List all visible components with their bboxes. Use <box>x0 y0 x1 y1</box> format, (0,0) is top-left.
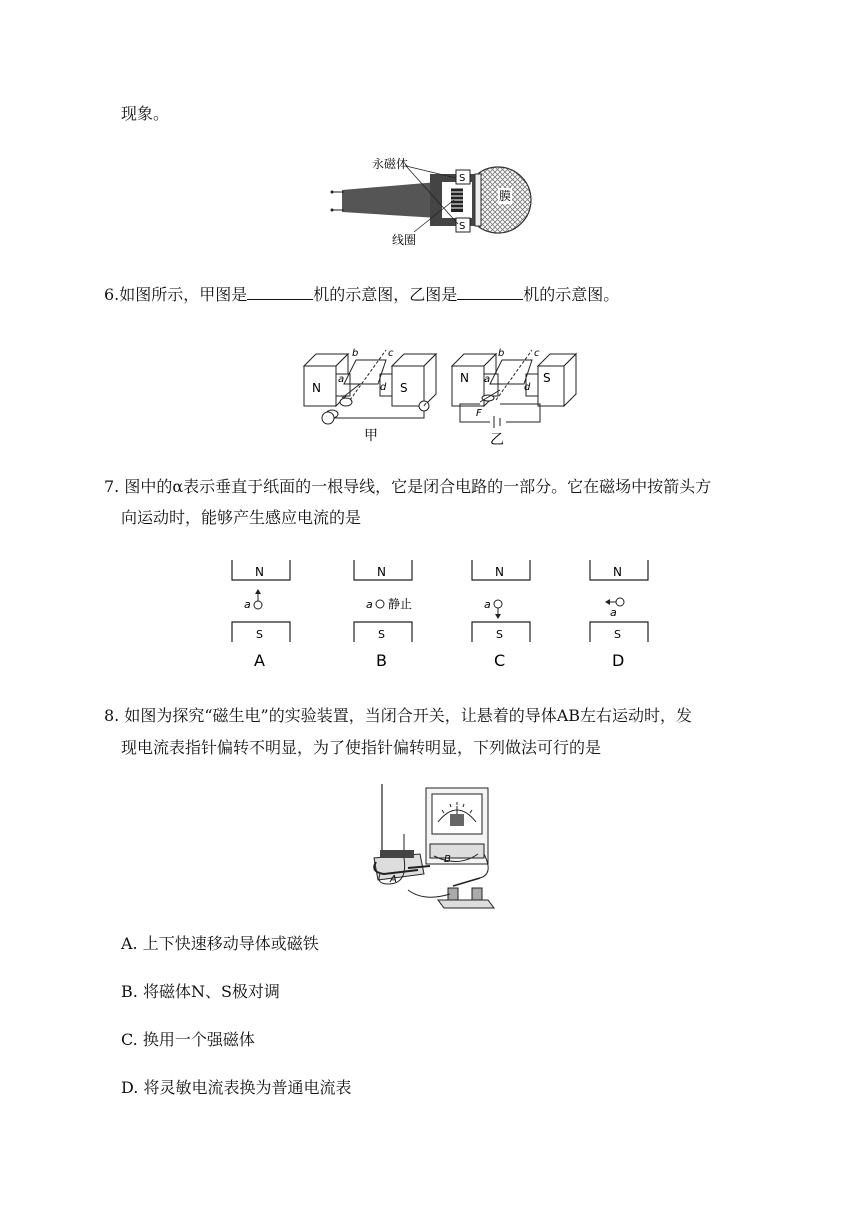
microphone-figure <box>330 152 530 252</box>
question-6-text-c: 机的示意图。 <box>523 285 620 304</box>
question-8-line-2: 现电流表指针偏转不明显，为了使指针偏转明显，下列做法可行的是 <box>121 738 602 757</box>
option-d-letter: D. <box>121 1078 139 1097</box>
question-7-line-2: 向运动时，能够产生感应电流的是 <box>121 508 362 527</box>
option-b-letter: B. <box>121 982 138 1001</box>
option-c-text: 换用一个强磁体 <box>142 1030 255 1049</box>
question-8-line-1: 8. 如图为探究“磁生电”的实验装置，当闭合开关，让悬着的导体AB左右运动时，发 <box>104 706 693 725</box>
question-7-line-1: 7. 图中的α表示垂直于纸面的一根导线，它是闭合电路的一部分。它在磁场中按箭头方 <box>104 477 712 496</box>
apparatus-figure <box>368 784 500 912</box>
panel-a-wire: a <box>244 598 251 611</box>
panel-b <box>354 560 412 670</box>
option-a[interactable] <box>121 934 319 954</box>
yi-label-c: c <box>534 348 540 359</box>
panel-c-label: C <box>494 651 506 670</box>
panel-d-pole-s: S <box>614 628 621 641</box>
panel-a-label: A <box>254 651 265 670</box>
question-6-number: 6. <box>104 285 120 304</box>
pole-s-bottom: S <box>459 221 466 232</box>
jia-pole-s: S <box>400 381 408 395</box>
figure-jia <box>304 348 436 444</box>
panel-c-pole-n: N <box>495 565 504 579</box>
induction-options-figure <box>228 560 658 672</box>
question-6-text-b: 机的示意图，乙图是 <box>313 285 458 304</box>
jia-label-a: a <box>338 374 345 385</box>
panel-a <box>232 560 290 670</box>
option-d[interactable] <box>121 1078 351 1098</box>
conductor-label-a: A <box>390 874 397 885</box>
yi-pole-s: S <box>543 371 551 385</box>
panel-a-pole-n: N <box>255 565 264 579</box>
panel-d <box>590 560 648 670</box>
panel-d-label: D <box>612 651 625 670</box>
yi-label-d: d <box>524 382 531 393</box>
option-a-letter: A. <box>121 934 138 953</box>
yi-label-f: F <box>476 408 482 419</box>
option-b-text: 将磁体N、S极对调 <box>142 982 280 1001</box>
option-a-text: 上下快速移动导体或磁铁 <box>142 934 319 953</box>
generator-motor-figure <box>300 326 580 448</box>
yi-label-b: b <box>498 348 505 359</box>
answer-blank-1[interactable] <box>247 284 313 300</box>
conductor-label-b: B <box>444 854 451 865</box>
panel-c <box>472 560 530 670</box>
question-6 <box>104 284 619 305</box>
label-permanent-magnet: 永磁体 <box>372 157 409 171</box>
option-d-text: 将灵敏电流表换为普通电流表 <box>143 1078 352 1097</box>
panel-b-wire: a <box>366 598 373 611</box>
option-c[interactable] <box>121 1030 255 1050</box>
panel-d-wire: a <box>610 606 617 619</box>
question-6-text-a: 如图所示，甲图是 <box>119 285 248 304</box>
panel-b-pole-s: S <box>378 628 385 641</box>
label-coil: 线圈 <box>392 233 417 247</box>
pole-s-top: S <box>459 173 466 184</box>
label-yi: 乙 <box>490 432 504 448</box>
answer-blank-2[interactable] <box>457 284 523 300</box>
yi-label-a: a <box>484 374 491 385</box>
panel-c-pole-s: S <box>496 628 503 641</box>
jia-pole-n: N <box>312 381 321 395</box>
panel-b-label: B <box>376 651 387 670</box>
panel-c-wire: a <box>484 598 491 611</box>
label-jia: 甲 <box>364 428 378 444</box>
figure-yi <box>452 348 576 448</box>
panel-a-pole-s: S <box>256 628 263 641</box>
jia-label-b: b <box>352 348 359 359</box>
panel-b-still: 静止 <box>388 597 413 611</box>
panel-b-pole-n: N <box>377 565 386 579</box>
panel-d-pole-n: N <box>613 565 622 579</box>
jia-label-d: d <box>380 382 387 393</box>
option-c-letter: C. <box>121 1030 138 1049</box>
option-b[interactable] <box>121 982 280 1002</box>
jia-label-c: c <box>388 348 394 359</box>
label-membrane: 膜 <box>499 189 512 203</box>
continuation-text: 现象。 <box>121 104 170 123</box>
yi-pole-n: N <box>460 371 469 385</box>
